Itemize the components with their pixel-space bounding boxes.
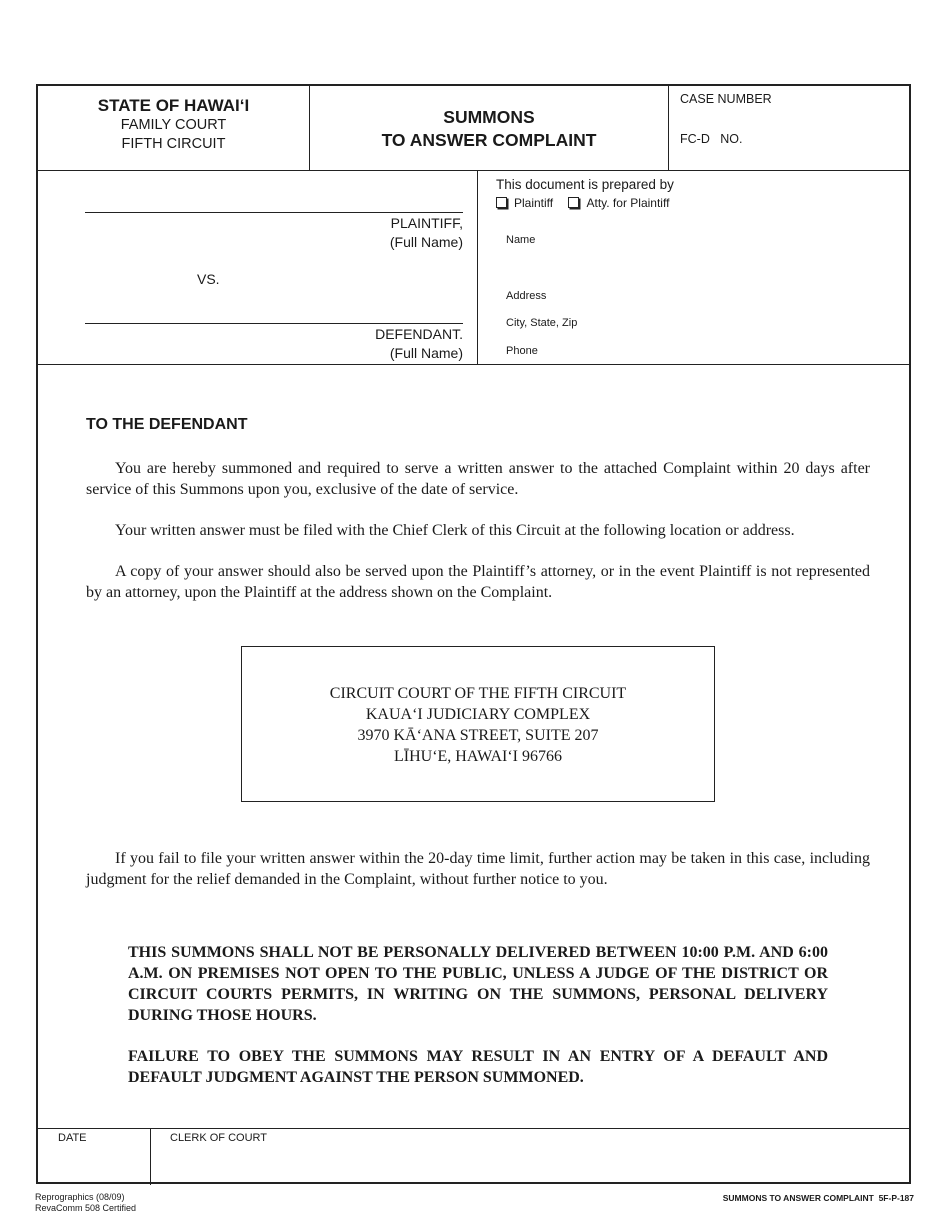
date-field[interactable] xyxy=(38,1129,151,1185)
state-name: STATE OF HAWAI‘I xyxy=(97,96,250,115)
warning-block xyxy=(128,942,828,1108)
plaintiff-label: PLAINTIFF, xyxy=(390,215,463,231)
defendant-label-block xyxy=(375,325,463,363)
plaintiff-name-line[interactable] xyxy=(85,212,463,213)
court-name: FAMILY COURT xyxy=(120,117,227,133)
defendant-name-line[interactable] xyxy=(85,323,463,324)
court-address-box xyxy=(241,646,715,802)
plaintiff-label-block xyxy=(390,214,463,252)
default-warning: FAILURE TO OBEY THE SUMMONS MAY RESULT IN AN ENTRY OF A DEFAULT AND DEFAULT JUDGMENT AGAINST THE PERSON SUMMONED. xyxy=(128,1048,828,1086)
prepared-by-options xyxy=(496,196,669,210)
clerk-signature-field[interactable] xyxy=(151,1129,909,1185)
court-block xyxy=(38,86,310,170)
summons-paragraph-2: Your written answer must be filed with the Chief Clerk of this Circuit at the following location or address. xyxy=(115,522,795,539)
form-origin-note xyxy=(35,1192,136,1214)
versus-label: VS. xyxy=(197,271,220,287)
address-line-3: 3970 KĀ‘ANA STREET, SUITE 207 xyxy=(357,727,599,744)
address-line-4: LĪHU‘E, HAWAI‘I 96766 xyxy=(393,748,562,765)
attorney-checkbox[interactable] xyxy=(568,197,579,208)
attorney-option-label: Atty. for Plaintiff xyxy=(586,196,670,210)
name-field[interactable]: Name xyxy=(506,234,536,246)
form-title-line2: TO ANSWER COMPLAINT xyxy=(381,130,597,150)
summons-paragraph-1: You are hereby summoned and required to serve a written answer to the attached Complaint within 20 days after service of this Summons upon you, exclusive of the date of service. xyxy=(86,460,870,498)
case-number-label: CASE NUMBER xyxy=(680,92,772,106)
parties-section xyxy=(38,171,909,365)
address-field[interactable]: Address xyxy=(506,290,547,302)
summons-form xyxy=(36,84,911,1184)
plaintiff-checkbox[interactable] xyxy=(496,197,507,208)
clerk-label: CLERK OF COURT xyxy=(170,1132,267,1144)
revacomm-note: RevaComm 508 Certified xyxy=(35,1203,137,1213)
delivery-warning: THIS SUMMONS SHALL NOT BE PERSONALLY DELIVERED BETWEEN 10:00 P.M. AND 6:00 A.M. ON PREMISES NOT OPEN TO THE PUBLIC, UNLESS A JUDGE OF THE DISTRICT OR CIRCUIT COURTS PERMITS, IN WRITING ON THE SUMMONS, PERSONAL DELIVERY DURING THOSE HOURS. xyxy=(128,944,828,1024)
phone-field[interactable]: Phone xyxy=(506,345,538,357)
form-title-line1: SUMMONS xyxy=(443,107,535,127)
title-block xyxy=(310,86,669,170)
plaintiff-sub: (Full Name) xyxy=(389,234,463,250)
summons-body xyxy=(86,416,870,623)
plaintiff-option-label: Plaintiff xyxy=(514,196,554,210)
signature-row xyxy=(38,1128,909,1185)
prepared-by-block xyxy=(478,171,909,364)
case-number-block[interactable] xyxy=(669,86,909,170)
defendant-heading: TO THE DEFENDANT xyxy=(86,416,248,433)
address-line-2: KAUA‘I JUDICIARY COMPLEX xyxy=(365,706,591,723)
defendant-label: DEFENDANT. xyxy=(375,326,463,342)
party-names xyxy=(38,171,478,364)
summons-paragraph-3: A copy of your answer should also be served upon the Plaintiff’s attorney, or in the event Plaintiff is not represented by an attorney, upon the Plaintiff at the address shown on the Complaint. xyxy=(86,563,870,601)
defendant-sub: (Full Name) xyxy=(389,345,463,361)
prepared-by-label: This document is prepared by xyxy=(496,177,674,192)
reprographics-note: Reprographics (08/09) xyxy=(35,1192,125,1202)
form-id: SUMMONS TO ANSWER COMPLAINT 5F-P-187 xyxy=(722,1193,914,1203)
date-label: DATE xyxy=(58,1132,87,1144)
city-state-zip-field[interactable]: City, State, Zip xyxy=(506,317,578,329)
circuit-name: FIFTH CIRCUIT xyxy=(121,136,226,152)
summons-paragraph-4: If you fail to file your written answer within the 20-day time limit, further action may be taken in this case, including judgment for the relief demanded in the Complaint, without further notice to you. xyxy=(86,850,870,888)
case-no-label: FC-D NO. xyxy=(680,132,743,146)
address-line-1: CIRCUIT COURT OF THE FIFTH CIRCUIT xyxy=(329,685,627,702)
form-header xyxy=(38,86,909,171)
